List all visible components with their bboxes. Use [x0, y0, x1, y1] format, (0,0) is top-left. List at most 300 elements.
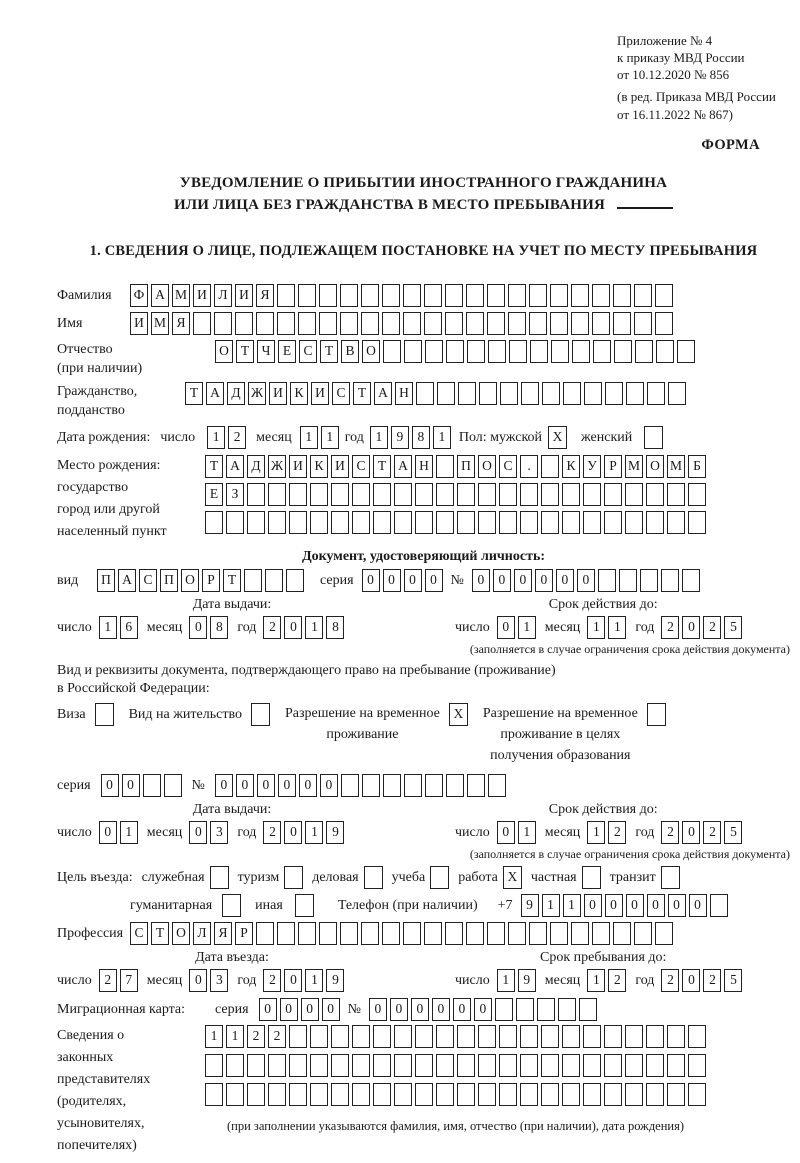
- char-box[interactable]: [277, 312, 295, 335]
- char-box[interactable]: [436, 455, 454, 478]
- char-box[interactable]: [529, 284, 547, 307]
- char-box[interactable]: Т: [223, 569, 241, 592]
- char-box[interactable]: [445, 284, 463, 307]
- char-box[interactable]: Е: [278, 340, 296, 363]
- char-box[interactable]: [226, 1054, 244, 1077]
- char-box[interactable]: [646, 1025, 664, 1048]
- char-box[interactable]: О: [362, 340, 380, 363]
- char-box[interactable]: [298, 922, 316, 945]
- char-box[interactable]: [688, 1083, 706, 1106]
- char-box[interactable]: 0: [535, 569, 553, 592]
- char-box[interactable]: [394, 1083, 412, 1106]
- char-box[interactable]: [688, 511, 706, 534]
- char-box[interactable]: 0: [453, 998, 471, 1021]
- char-box[interactable]: 0: [299, 774, 317, 797]
- char-box[interactable]: [550, 922, 568, 945]
- char-box[interactable]: [425, 340, 443, 363]
- char-box[interactable]: [640, 569, 658, 592]
- char-box[interactable]: 1: [305, 616, 323, 639]
- char-box[interactable]: И: [289, 455, 307, 478]
- char-box[interactable]: 1: [587, 821, 605, 844]
- char-box[interactable]: [508, 312, 526, 335]
- char-box[interactable]: П: [97, 569, 115, 592]
- char-box[interactable]: [383, 340, 401, 363]
- char-box[interactable]: О: [181, 569, 199, 592]
- char-box[interactable]: З: [226, 483, 244, 506]
- char-box[interactable]: [551, 340, 569, 363]
- char-box[interactable]: [583, 511, 601, 534]
- char-box[interactable]: [478, 1025, 496, 1048]
- purpose-private-checkbox[interactable]: [582, 866, 601, 889]
- char-box[interactable]: 2: [263, 821, 281, 844]
- char-box[interactable]: [436, 483, 454, 506]
- char-box[interactable]: [446, 340, 464, 363]
- char-box[interactable]: Н: [395, 382, 413, 405]
- char-box[interactable]: 0: [99, 821, 117, 844]
- char-box[interactable]: [436, 511, 454, 534]
- char-box[interactable]: 0: [284, 969, 302, 992]
- char-box[interactable]: 2: [263, 616, 281, 639]
- char-box[interactable]: И: [311, 382, 329, 405]
- char-box[interactable]: [404, 774, 422, 797]
- char-box[interactable]: Б: [688, 455, 706, 478]
- char-box[interactable]: Н: [415, 455, 433, 478]
- char-box[interactable]: А: [118, 569, 136, 592]
- char-box[interactable]: 0: [278, 774, 296, 797]
- char-box[interactable]: [424, 284, 442, 307]
- char-box[interactable]: 9: [518, 969, 536, 992]
- char-box[interactable]: [478, 1054, 496, 1077]
- char-box[interactable]: [226, 511, 244, 534]
- char-box[interactable]: [619, 569, 637, 592]
- char-box[interactable]: [457, 1083, 475, 1106]
- char-box[interactable]: 1: [300, 426, 318, 449]
- char-box[interactable]: [571, 284, 589, 307]
- char-box[interactable]: [331, 483, 349, 506]
- char-box[interactable]: [646, 1054, 664, 1077]
- char-box[interactable]: [520, 1054, 538, 1077]
- purpose-other-checkbox[interactable]: [295, 894, 314, 917]
- char-box[interactable]: [520, 483, 538, 506]
- char-box[interactable]: Р: [604, 455, 622, 478]
- char-box[interactable]: 0: [320, 774, 338, 797]
- char-box[interactable]: [479, 382, 497, 405]
- char-box[interactable]: [310, 511, 328, 534]
- char-box[interactable]: И: [269, 382, 287, 405]
- char-box[interactable]: О: [646, 455, 664, 478]
- char-box[interactable]: [205, 511, 223, 534]
- char-box[interactable]: [457, 483, 475, 506]
- char-box[interactable]: [562, 511, 580, 534]
- char-box[interactable]: 1: [205, 1025, 223, 1048]
- char-box[interactable]: 1: [321, 426, 339, 449]
- char-box[interactable]: [583, 1083, 601, 1106]
- char-box[interactable]: [457, 511, 475, 534]
- char-box[interactable]: [362, 774, 380, 797]
- char-box[interactable]: 0: [584, 894, 602, 917]
- char-box[interactable]: [541, 1054, 559, 1077]
- char-box[interactable]: [667, 483, 685, 506]
- char-box[interactable]: [625, 1025, 643, 1048]
- char-box[interactable]: А: [206, 382, 224, 405]
- char-box[interactable]: [457, 1025, 475, 1048]
- char-box[interactable]: [256, 922, 274, 945]
- char-box[interactable]: [310, 1083, 328, 1106]
- char-box[interactable]: Ф: [130, 284, 148, 307]
- char-box[interactable]: [583, 1054, 601, 1077]
- char-box[interactable]: 0: [493, 569, 511, 592]
- char-box[interactable]: [656, 340, 674, 363]
- char-box[interactable]: К: [562, 455, 580, 478]
- char-box[interactable]: 0: [556, 569, 574, 592]
- char-box[interactable]: [604, 1054, 622, 1077]
- char-box[interactable]: [247, 483, 265, 506]
- char-box[interactable]: М: [172, 284, 190, 307]
- char-box[interactable]: Л: [214, 284, 232, 307]
- char-box[interactable]: 0: [189, 969, 207, 992]
- char-box[interactable]: [592, 312, 610, 335]
- char-box[interactable]: С: [130, 922, 148, 945]
- char-box[interactable]: [382, 284, 400, 307]
- female-checkbox[interactable]: [644, 426, 663, 449]
- char-box[interactable]: [541, 455, 559, 478]
- char-box[interactable]: [593, 340, 611, 363]
- char-box[interactable]: [445, 922, 463, 945]
- char-box[interactable]: [383, 774, 401, 797]
- char-box[interactable]: 0: [301, 998, 319, 1021]
- char-box[interactable]: [592, 284, 610, 307]
- char-box[interactable]: [340, 922, 358, 945]
- char-box[interactable]: [626, 382, 644, 405]
- char-box[interactable]: П: [457, 455, 475, 478]
- char-box[interactable]: [373, 1025, 391, 1048]
- char-box[interactable]: [331, 1083, 349, 1106]
- char-box[interactable]: [668, 382, 686, 405]
- char-box[interactable]: [373, 1083, 391, 1106]
- char-box[interactable]: Т: [236, 340, 254, 363]
- char-box[interactable]: Л: [193, 922, 211, 945]
- char-box[interactable]: [340, 284, 358, 307]
- char-box[interactable]: [646, 511, 664, 534]
- char-box[interactable]: 3: [210, 969, 228, 992]
- char-box[interactable]: [289, 483, 307, 506]
- char-box[interactable]: [487, 284, 505, 307]
- char-box[interactable]: [710, 894, 728, 917]
- char-box[interactable]: [478, 1083, 496, 1106]
- char-box[interactable]: [488, 340, 506, 363]
- char-box[interactable]: [604, 1083, 622, 1106]
- purpose-transit-checkbox[interactable]: [661, 866, 680, 889]
- char-box[interactable]: [579, 998, 597, 1021]
- char-box[interactable]: 6: [120, 616, 138, 639]
- char-box[interactable]: [583, 483, 601, 506]
- char-box[interactable]: 0: [362, 569, 380, 592]
- char-box[interactable]: [289, 511, 307, 534]
- char-box[interactable]: [655, 284, 673, 307]
- char-box[interactable]: [614, 340, 632, 363]
- char-box[interactable]: 2: [268, 1025, 286, 1048]
- char-box[interactable]: [584, 382, 602, 405]
- char-box[interactable]: [436, 1083, 454, 1106]
- char-box[interactable]: [550, 312, 568, 335]
- char-box[interactable]: Ч: [257, 340, 275, 363]
- char-box[interactable]: [625, 483, 643, 506]
- char-box[interactable]: 1: [518, 821, 536, 844]
- char-box[interactable]: 1: [370, 426, 388, 449]
- purpose-business-checkbox[interactable]: [364, 866, 383, 889]
- char-box[interactable]: [424, 922, 442, 945]
- char-box[interactable]: С: [139, 569, 157, 592]
- char-box[interactable]: [352, 1083, 370, 1106]
- char-box[interactable]: 0: [122, 774, 140, 797]
- char-box[interactable]: [655, 922, 673, 945]
- char-box[interactable]: 2: [608, 969, 626, 992]
- purpose-tourism-checkbox[interactable]: [284, 866, 303, 889]
- char-box[interactable]: 1: [608, 616, 626, 639]
- char-box[interactable]: [352, 511, 370, 534]
- char-box[interactable]: [508, 922, 526, 945]
- char-box[interactable]: [415, 1025, 433, 1048]
- char-box[interactable]: [562, 1054, 580, 1077]
- char-box[interactable]: [562, 1025, 580, 1048]
- char-box[interactable]: [499, 1054, 517, 1077]
- char-box[interactable]: 0: [280, 998, 298, 1021]
- char-box[interactable]: А: [374, 382, 392, 405]
- char-box[interactable]: 0: [497, 821, 515, 844]
- char-box[interactable]: 0: [236, 774, 254, 797]
- purpose-work-checkbox[interactable]: X: [503, 866, 522, 889]
- char-box[interactable]: Я: [214, 922, 232, 945]
- char-box[interactable]: [415, 1054, 433, 1077]
- char-box[interactable]: Т: [205, 455, 223, 478]
- char-box[interactable]: [205, 1083, 223, 1106]
- char-box[interactable]: [437, 382, 455, 405]
- char-box[interactable]: [635, 340, 653, 363]
- char-box[interactable]: [466, 312, 484, 335]
- char-box[interactable]: [499, 1083, 517, 1106]
- char-box[interactable]: 0: [577, 569, 595, 592]
- char-box[interactable]: [341, 774, 359, 797]
- char-box[interactable]: С: [332, 382, 350, 405]
- char-box[interactable]: [572, 340, 590, 363]
- char-box[interactable]: [415, 1083, 433, 1106]
- char-box[interactable]: [625, 1083, 643, 1106]
- char-box[interactable]: .: [520, 455, 538, 478]
- char-box[interactable]: [446, 774, 464, 797]
- char-box[interactable]: 0: [497, 616, 515, 639]
- char-box[interactable]: Я: [172, 312, 190, 335]
- char-box[interactable]: [214, 312, 232, 335]
- char-box[interactable]: Т: [151, 922, 169, 945]
- char-box[interactable]: [529, 312, 547, 335]
- char-box[interactable]: 0: [215, 774, 233, 797]
- char-box[interactable]: [403, 284, 421, 307]
- char-box[interactable]: А: [226, 455, 244, 478]
- char-box[interactable]: [310, 1025, 328, 1048]
- char-box[interactable]: 0: [189, 616, 207, 639]
- char-box[interactable]: [562, 483, 580, 506]
- purpose-study-checkbox[interactable]: [430, 866, 449, 889]
- char-box[interactable]: [478, 511, 496, 534]
- char-box[interactable]: 0: [101, 774, 119, 797]
- char-box[interactable]: [604, 483, 622, 506]
- char-box[interactable]: [416, 382, 434, 405]
- char-box[interactable]: 1: [587, 616, 605, 639]
- char-box[interactable]: 1: [542, 894, 560, 917]
- char-box[interactable]: М: [625, 455, 643, 478]
- char-box[interactable]: Т: [320, 340, 338, 363]
- char-box[interactable]: [382, 922, 400, 945]
- char-box[interactable]: 0: [383, 569, 401, 592]
- char-box[interactable]: [361, 284, 379, 307]
- char-box[interactable]: [541, 1083, 559, 1106]
- char-box[interactable]: [277, 284, 295, 307]
- char-box[interactable]: С: [299, 340, 317, 363]
- char-box[interactable]: [244, 569, 262, 592]
- char-box[interactable]: 0: [425, 569, 443, 592]
- char-box[interactable]: [268, 1054, 286, 1077]
- char-box[interactable]: О: [172, 922, 190, 945]
- char-box[interactable]: [289, 1054, 307, 1077]
- char-box[interactable]: [466, 284, 484, 307]
- char-box[interactable]: И: [193, 284, 211, 307]
- char-box[interactable]: [361, 312, 379, 335]
- char-box[interactable]: Е: [205, 483, 223, 506]
- char-box[interactable]: 5: [724, 616, 742, 639]
- char-box[interactable]: [634, 922, 652, 945]
- char-box[interactable]: У: [583, 455, 601, 478]
- char-box[interactable]: [436, 1054, 454, 1077]
- char-box[interactable]: Ж: [248, 382, 266, 405]
- char-box[interactable]: [457, 1054, 475, 1077]
- char-box[interactable]: Р: [235, 922, 253, 945]
- char-box[interactable]: [613, 284, 631, 307]
- char-box[interactable]: [467, 340, 485, 363]
- char-box[interactable]: 0: [668, 894, 686, 917]
- char-box[interactable]: 0: [605, 894, 623, 917]
- char-box[interactable]: [613, 922, 631, 945]
- char-box[interactable]: К: [290, 382, 308, 405]
- char-box[interactable]: [164, 774, 182, 797]
- char-box[interactable]: 2: [661, 821, 679, 844]
- temp-residence-permit-checkbox[interactable]: X: [449, 703, 468, 726]
- char-box[interactable]: [677, 340, 695, 363]
- char-box[interactable]: Я: [256, 284, 274, 307]
- char-box[interactable]: [268, 483, 286, 506]
- char-box[interactable]: 2: [703, 616, 721, 639]
- char-box[interactable]: [319, 284, 337, 307]
- char-box[interactable]: [541, 483, 559, 506]
- char-box[interactable]: 1: [305, 969, 323, 992]
- char-box[interactable]: 3: [210, 821, 228, 844]
- char-box[interactable]: [265, 569, 283, 592]
- char-box[interactable]: 5: [724, 821, 742, 844]
- char-box[interactable]: 0: [284, 821, 302, 844]
- char-box[interactable]: А: [394, 455, 412, 478]
- char-box[interactable]: [193, 312, 211, 335]
- char-box[interactable]: [583, 1025, 601, 1048]
- char-box[interactable]: [361, 922, 379, 945]
- char-box[interactable]: 0: [474, 998, 492, 1021]
- visa-checkbox[interactable]: [95, 703, 114, 726]
- char-box[interactable]: 1: [305, 821, 323, 844]
- char-box[interactable]: 9: [326, 821, 344, 844]
- char-box[interactable]: И: [130, 312, 148, 335]
- char-box[interactable]: [488, 774, 506, 797]
- char-box[interactable]: Т: [373, 455, 391, 478]
- char-box[interactable]: [516, 998, 534, 1021]
- char-box[interactable]: [268, 511, 286, 534]
- char-box[interactable]: [143, 774, 161, 797]
- char-box[interactable]: [373, 511, 391, 534]
- char-box[interactable]: [247, 1083, 265, 1106]
- char-box[interactable]: [331, 1054, 349, 1077]
- char-box[interactable]: [655, 312, 673, 335]
- char-box[interactable]: [562, 1083, 580, 1106]
- char-box[interactable]: [424, 312, 442, 335]
- char-box[interactable]: 0: [322, 998, 340, 1021]
- char-box[interactable]: 0: [284, 616, 302, 639]
- char-box[interactable]: [598, 569, 616, 592]
- char-box[interactable]: 8: [210, 616, 228, 639]
- char-box[interactable]: [667, 1083, 685, 1106]
- char-box[interactable]: 0: [682, 969, 700, 992]
- char-box[interactable]: [634, 312, 652, 335]
- char-box[interactable]: [521, 382, 539, 405]
- char-box[interactable]: Р: [202, 569, 220, 592]
- char-box[interactable]: [235, 312, 253, 335]
- char-box[interactable]: [319, 922, 337, 945]
- char-box[interactable]: [625, 511, 643, 534]
- char-box[interactable]: [352, 1025, 370, 1048]
- char-box[interactable]: 2: [661, 616, 679, 639]
- char-box[interactable]: [550, 284, 568, 307]
- char-box[interactable]: 0: [257, 774, 275, 797]
- char-box[interactable]: 0: [259, 998, 277, 1021]
- char-box[interactable]: [667, 1025, 685, 1048]
- char-box[interactable]: 9: [391, 426, 409, 449]
- char-box[interactable]: 1: [563, 894, 581, 917]
- char-box[interactable]: С: [352, 455, 370, 478]
- char-box[interactable]: [592, 922, 610, 945]
- char-box[interactable]: [373, 483, 391, 506]
- char-box[interactable]: [310, 1054, 328, 1077]
- char-box[interactable]: [604, 1025, 622, 1048]
- char-box[interactable]: 0: [626, 894, 644, 917]
- char-box[interactable]: [425, 774, 443, 797]
- char-box[interactable]: [286, 569, 304, 592]
- char-box[interactable]: [563, 382, 581, 405]
- char-box[interactable]: [661, 569, 679, 592]
- char-box[interactable]: 2: [703, 821, 721, 844]
- char-box[interactable]: [688, 1025, 706, 1048]
- char-box[interactable]: [394, 1054, 412, 1077]
- char-box[interactable]: [509, 340, 527, 363]
- char-box[interactable]: 1: [433, 426, 451, 449]
- char-box[interactable]: [205, 1054, 223, 1077]
- char-box[interactable]: [682, 569, 700, 592]
- char-box[interactable]: П: [160, 569, 178, 592]
- char-box[interactable]: Д: [247, 455, 265, 478]
- char-box[interactable]: [688, 483, 706, 506]
- char-box[interactable]: 2: [703, 969, 721, 992]
- char-box[interactable]: 0: [647, 894, 665, 917]
- char-box[interactable]: 8: [326, 616, 344, 639]
- char-box[interactable]: [634, 284, 652, 307]
- char-box[interactable]: [487, 312, 505, 335]
- char-box[interactable]: Т: [185, 382, 203, 405]
- char-box[interactable]: [436, 1025, 454, 1048]
